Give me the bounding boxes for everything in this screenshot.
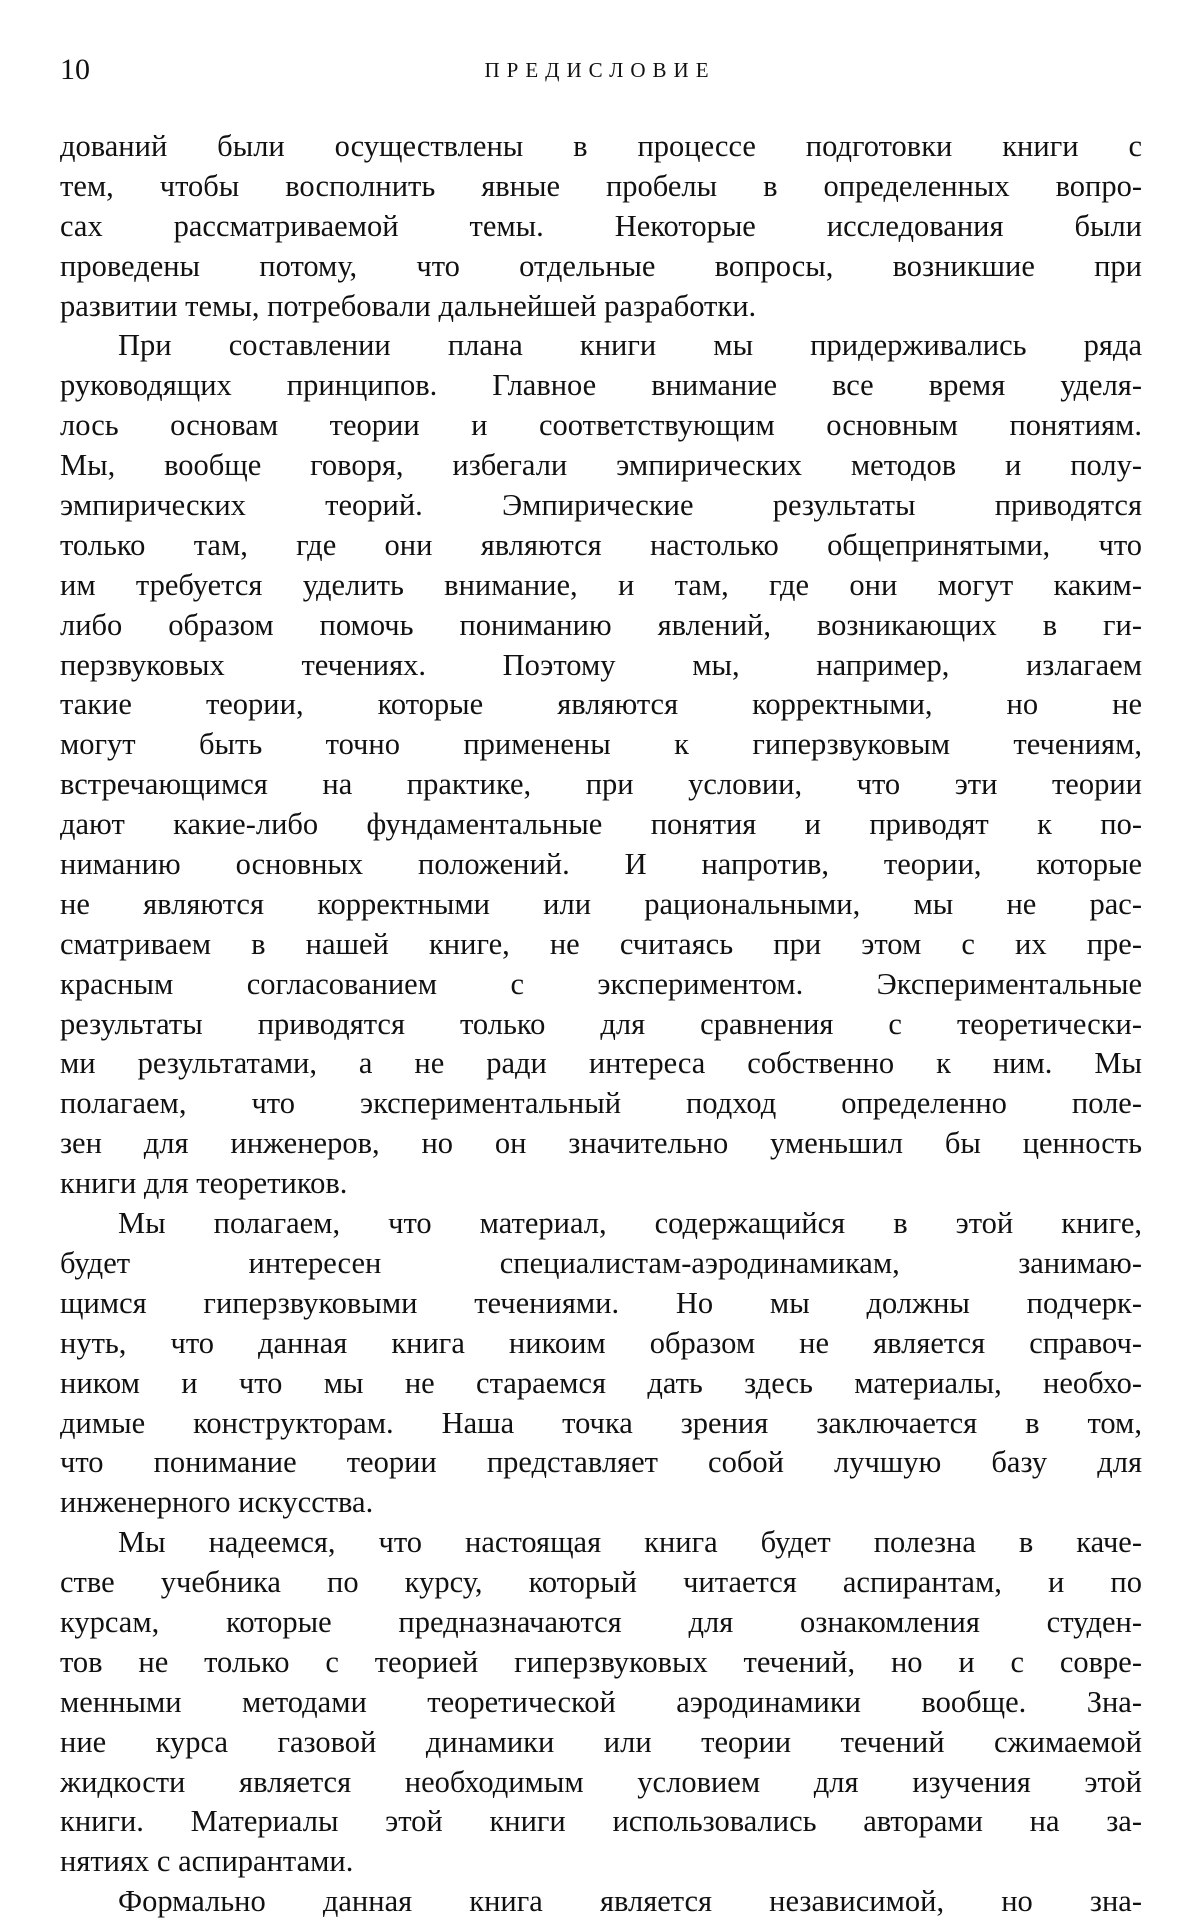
- text-line: красным согласованием с экспериментом. Экспериментальные: [60, 966, 1142, 1001]
- running-title: ПРЕДИСЛОВИЕ: [484, 58, 716, 82]
- text-line: им требуется уделить внимание, и там, где они могут каким-: [60, 567, 1142, 602]
- page-number: 10: [60, 53, 90, 86]
- text-line: ми результатами, а не ради интереса собственно к ним. Мы: [60, 1046, 1142, 1081]
- text-line: нуть, что данная книга никоим образом не является справоч-: [60, 1325, 1142, 1360]
- text-line: жидкости является необходимым условием для изучения этой: [60, 1764, 1142, 1799]
- paragraph: [60, 1523, 1142, 1882]
- text-line: Мы, вообще говоря, избегали эмпирических методов и полу-: [60, 448, 1142, 483]
- text-line: могут быть точно применены к гиперзвуковым течениям,: [60, 727, 1142, 762]
- text-line: Мы надеемся, что настоящая книга будет полезна в каче-: [118, 1525, 1142, 1560]
- text-line: нятиях с аспирантами.: [60, 1844, 354, 1879]
- text-line: встречающимся на практике, при условии, что эти теории: [60, 767, 1142, 802]
- text-line: тов не только с теорией гиперзвуковых течений, но и с совре-: [60, 1644, 1142, 1679]
- text-line: Формально данная книга является независимой, но зна-: [118, 1884, 1142, 1919]
- text-line: ником и что мы не стараемся дать здесь материалы, необхо-: [60, 1365, 1142, 1400]
- text-line: книги. Материалы этой книги использовались авторами на за-: [60, 1804, 1142, 1839]
- text-line: тем, чтобы восполнить явные пробелы в определенных вопро-: [60, 168, 1142, 203]
- paragraph: [60, 1204, 1142, 1523]
- text-line: будет интересен специалистам-аэродинамикам, занимаю-: [60, 1245, 1142, 1280]
- text-line: перзвуковых течениях. Поэтому мы, например, излагаем: [60, 647, 1142, 682]
- text-line: такие теории, которые являются корректными, но не: [60, 687, 1142, 722]
- text-line: При составлении плана книги мы придерживались ряда: [118, 328, 1142, 363]
- text-line: сматриваем в нашей книге, не считаясь при этом с их пре-: [60, 926, 1142, 961]
- text-line: стве учебника по курсу, который читается аспирантам, и по: [60, 1565, 1142, 1600]
- text-line: дают какие-либо фундаментальные понятия и приводят к по-: [60, 807, 1142, 842]
- text-line: лось основам теории и соответствующим основным понятиям.: [60, 408, 1142, 443]
- paragraph: [60, 1882, 1142, 1922]
- text-line: эмпирических теорий. Эмпирические результаты приводятся: [60, 488, 1142, 523]
- text-line: либо образом помочь пониманию явлений, возникающих в ги-: [60, 607, 1142, 642]
- text-line: щимся гиперзвуковыми течениями. Но мы должны подчерк-: [60, 1285, 1142, 1320]
- paragraph: [60, 127, 1142, 326]
- text-line: инженерного искусства.: [60, 1485, 374, 1520]
- text-line: ние курса газовой динамики или теории течений сжимаемой: [60, 1724, 1142, 1759]
- text-line: сах рассматриваемой темы. Некоторые исследования были: [60, 208, 1142, 243]
- text-line: результаты приводятся только для сравнения с теоретически-: [60, 1006, 1142, 1041]
- text-line: дований были осуществлены в процессе подготовки книги с: [60, 129, 1142, 163]
- text-line: книги для теоретиков.: [60, 1166, 348, 1201]
- text-line: что понимание теории представляет собой лучшую базу для: [60, 1445, 1142, 1480]
- text-line: Мы полагаем, что материал, содержащийся в этой книге,: [118, 1206, 1142, 1241]
- text-body: [60, 127, 1142, 1922]
- text-line: зен для инженеров, но он значительно уменьшил бы ценность: [60, 1126, 1142, 1161]
- text-line: полагаем, что экспериментальный подход определенно поле-: [60, 1086, 1142, 1121]
- text-line: руководящих принципов. Главное внимание все время уделя-: [60, 368, 1142, 403]
- text-line: развитии темы, потребовали дальнейшей разработки.: [60, 288, 757, 323]
- paragraph: [60, 326, 1142, 1204]
- text-line: курсам, которые предназначаются для ознакомления студен-: [60, 1604, 1142, 1639]
- running-head: [60, 50, 1140, 90]
- text-line: только там, где они являются настолько общепринятыми, что: [60, 527, 1142, 562]
- text-line: не являются корректными или рациональными, мы не рас-: [60, 886, 1142, 921]
- text-line: проведены потому, что отдельные вопросы, возникшие при: [60, 248, 1142, 283]
- text-line: ниманию основных положений. И напротив, теории, которые: [60, 847, 1142, 882]
- text-line: менными методами теоретической аэродинамики вообще. Зна-: [60, 1684, 1142, 1719]
- text-line: димые конструкторам. Наша точка зрения заключается в том,: [60, 1405, 1142, 1440]
